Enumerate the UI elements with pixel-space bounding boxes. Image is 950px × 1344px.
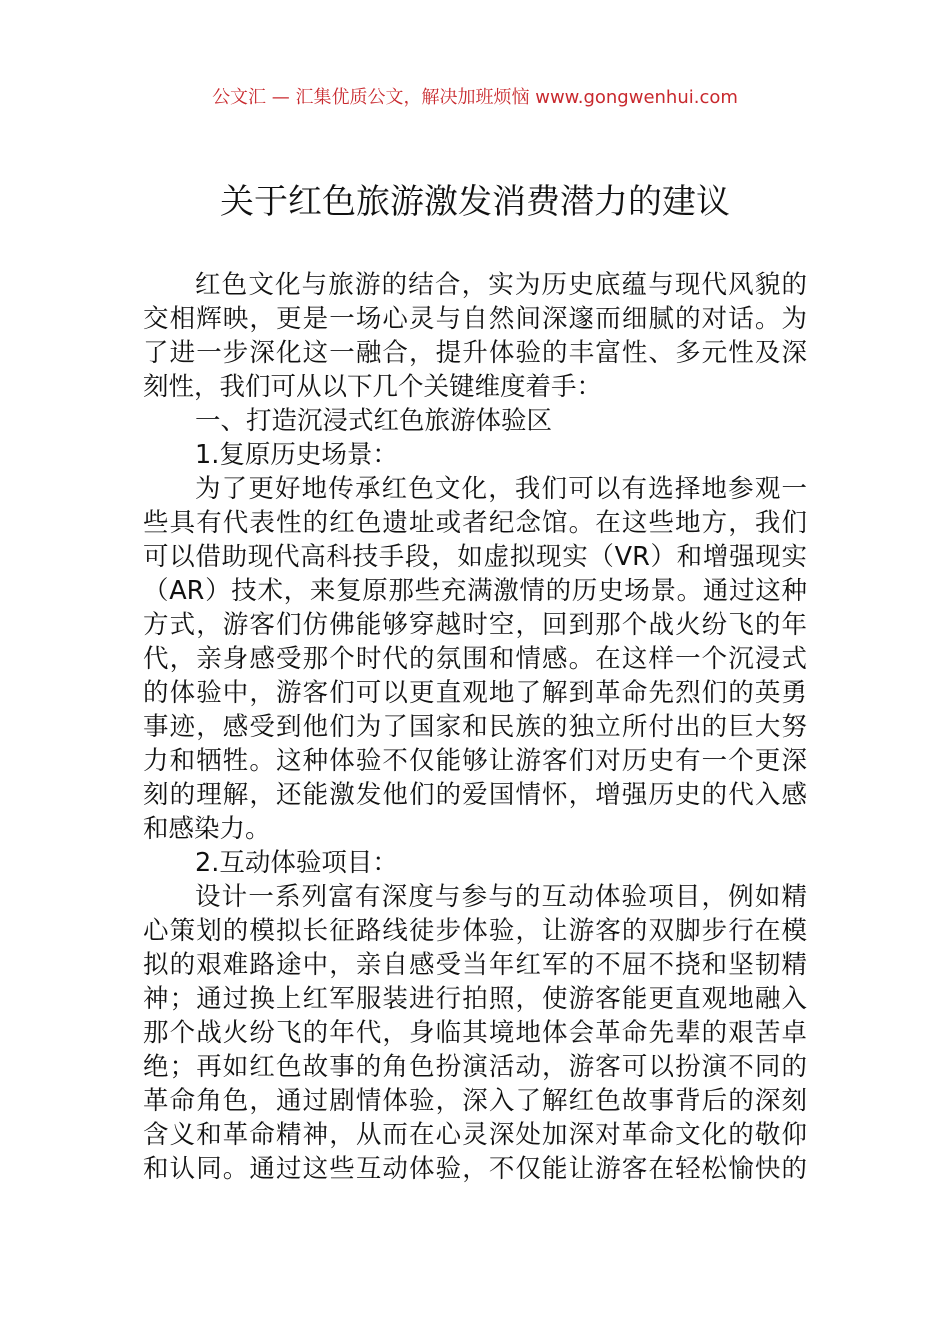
text-line: 刻的理解，还能激发他们的爱国情怀，增强历史的代入感 — [143, 780, 807, 810]
text-line: 方式，游客们仿佛能够穿越时空，回到那个战火纷飞的年 — [143, 610, 807, 640]
text-line: 设计一系列富有深度与参与的互动体验项目，例如精 — [195, 882, 807, 912]
text-line: 和感染力。 — [143, 814, 271, 844]
text-line: 2.互动体验项目： — [195, 848, 398, 878]
text-line: 的体验中，游客们可以更直观地了解到革命先烈们的英勇 — [143, 678, 807, 708]
text-line: 红色文化与旅游的结合，实为历史底蕴与现代风貌的 — [195, 270, 807, 300]
text-line: 革命角色，通过剧情体验，深入了解红色故事背后的深刻 — [143, 1086, 807, 1116]
header-banner: 公文汇 — 汇集优质公文，解决加班烦恼 www.gongwenhui.com — [212, 87, 738, 108]
text-line: 些具有代表性的红色遗址或者纪念馆。在这些地方，我们 — [143, 508, 807, 538]
text-line: 心策划的模拟长征路线徒步体验，让游客的双脚步行在模 — [143, 916, 807, 946]
text-line: 了进一步深化这一融合，提升体验的丰富性、多元性及深 — [143, 338, 807, 368]
text-line: 刻性，我们可从以下几个关键维度着手： — [143, 372, 603, 402]
text-line: 为了更好地传承红色文化，我们可以有选择地参观一 — [195, 474, 807, 504]
text-line: 交相辉映，更是一场心灵与自然间深邃而细腻的对话。为 — [143, 304, 807, 334]
document-body — [143, 268, 807, 1186]
text-line: （AR）技术，来复原那些充满激情的历史场景。通过这种 — [143, 576, 807, 606]
text-line: 1.复原历史场景： — [195, 440, 398, 470]
text-line: 神；通过换上红军服装进行拍照，使游客能更直观地融入 — [143, 984, 807, 1014]
document-title: 关于红色旅游激发消费潜力的建议 — [220, 182, 730, 222]
text-line: 一、打造沉浸式红色旅游体验区 — [195, 406, 553, 436]
text-line: 力和牺牲。这种体验不仅能够让游客们对历史有一个更深 — [143, 746, 807, 776]
text-line: 拟的艰难路途中，亲自感受当年红军的不屈不挠和坚韧精 — [143, 950, 807, 980]
text-line: 可以借助现代高科技手段，如虚拟现实（VR）和增强现实 — [143, 542, 807, 572]
text-line: 那个战火纷飞的年代，身临其境地体会革命先辈的艰苦卓 — [143, 1018, 807, 1048]
text-line: 代，亲身感受那个时代的氛围和情感。在这样一个沉浸式 — [143, 644, 807, 674]
text-line: 和认同。通过这些互动体验，不仅能让游客在轻松愉快的 — [143, 1154, 807, 1184]
text-line: 含义和革命精神，从而在心灵深处加深对革命文化的敬仰 — [143, 1120, 807, 1150]
text-line: 事迹，感受到他们为了国家和民族的独立所付出的巨大努 — [143, 712, 807, 742]
text-line: 绝；再如红色故事的角色扮演活动，游客可以扮演不同的 — [143, 1052, 807, 1082]
